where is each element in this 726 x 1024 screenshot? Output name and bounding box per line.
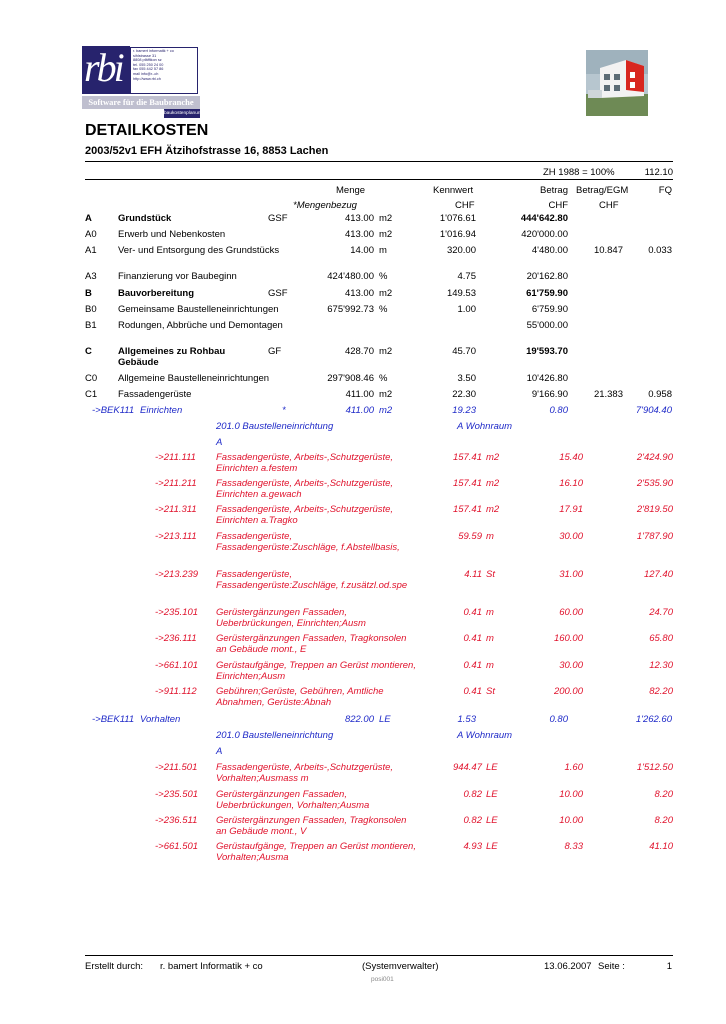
row-description: Rodungen, Abbrüche und Demontagen <box>118 320 283 331</box>
position-quantity: 4.93 <box>463 841 482 852</box>
row-betrag: 61'759.90 <box>526 288 568 299</box>
position-code: ->211.211 <box>155 478 197 489</box>
position-unit: LE <box>486 789 498 800</box>
row-quantity: 428.70 <box>344 346 374 357</box>
col-header-chf-kennwert: CHF <box>455 200 475 211</box>
index-label: ZH 1988 = 100% <box>543 167 615 178</box>
row-description: Gemeinsame Baustelleneinrichtungen <box>118 304 279 315</box>
row-reference: GSF <box>268 213 288 224</box>
position-code: ->213.239 <box>155 569 199 580</box>
position-price: 160.00 <box>553 633 583 644</box>
logo-letters: rbi <box>84 45 122 90</box>
position-price: 15.40 <box>559 452 583 463</box>
group-ref-desc: 201.0 Baustelleneinrichtung <box>216 730 334 741</box>
logo-mark <box>82 46 130 94</box>
position-description: Gerüstergänzungen Fassaden, Ueberbrückungen, Einrichten;Ausm <box>216 607 366 629</box>
row-fq: 0.033 <box>648 245 672 256</box>
group-name: Vorhalten <box>140 714 181 725</box>
row-unit: m2 <box>379 389 393 400</box>
row-betrag: 20'162.80 <box>526 271 568 282</box>
row-unit: m2 <box>379 288 393 299</box>
row-description: Finanzierung vor Baubeginn <box>118 271 237 282</box>
index-value: 112.10 <box>644 167 673 178</box>
position-description: Gerüstergänzungen Fassaden, Tragkonsolen an Gebäude mont., V <box>216 815 407 837</box>
row-reference: GSF <box>268 288 288 299</box>
position-code: ->911.112 <box>155 686 197 697</box>
position-price: 31.00 <box>559 569 583 580</box>
logo-tagline: Software für die Baubranche <box>82 96 200 109</box>
col-header-chf-betrag: CHF <box>548 200 568 211</box>
col-header-chf-egm: CHF <box>599 200 619 211</box>
position-total: 65.80 <box>649 633 673 644</box>
row-quantity: 413.00 <box>344 213 374 224</box>
row-betrag: 444'642.80 <box>520 213 568 224</box>
row-unit: % <box>379 304 388 315</box>
group-ref-room: A Wohnraum <box>457 421 513 432</box>
row-description: Ver- und Entsorgung des Grundstücks <box>118 245 280 256</box>
row-code: A <box>85 213 92 224</box>
group-ref-a: A <box>216 437 223 448</box>
col-header-kennwert: Kennwert <box>433 185 474 196</box>
position-unit: LE <box>486 762 498 773</box>
col-header-mengenbezug: *Mengenbezug <box>293 200 357 211</box>
position-description: Fassadengerüste, Fassadengerüste:Zuschläge, f.zusätzl.od.spe <box>216 569 408 591</box>
row-quantity: 413.00 <box>344 288 374 299</box>
row-betrag-egm: 10.847 <box>593 245 623 256</box>
row-kennwert: 320.00 <box>446 245 476 256</box>
position-unit: m2 <box>486 478 500 489</box>
row-description: Grundstück <box>118 213 172 224</box>
footer-date: 13.06.2007 <box>544 961 592 972</box>
group-name: Einrichten <box>140 405 183 416</box>
group-factor: 0.80 <box>549 714 568 725</box>
position-description: Gerüstaufgänge, Treppen an Gerüst montieren, Einrichten;Ausm <box>216 660 416 682</box>
row-unit: % <box>379 271 388 282</box>
position-unit: LE <box>486 841 498 852</box>
row-quantity: 675'992.73 <box>327 304 374 315</box>
row-betrag: 6'759.90 <box>531 304 568 315</box>
position-quantity: 0.41 <box>463 633 482 644</box>
position-unit: St <box>486 569 495 580</box>
group-star: * <box>282 405 286 416</box>
col-header-fq: FQ <box>658 185 672 196</box>
position-total: 24.70 <box>649 607 673 618</box>
group-ref-room: A Wohnraum <box>457 730 513 741</box>
group-total: 7'904.40 <box>635 405 672 416</box>
position-description: Fassadengerüste, Arbeits-,Schutzgerüste, Einrichten a.gewach <box>216 478 394 500</box>
footer-form-code: posi001 <box>371 976 394 983</box>
position-quantity: 157.41 <box>452 452 482 463</box>
position-description: Gerüstergänzungen Fassaden, Ueberbrückungen, Vorhalten;Ausma <box>216 789 370 811</box>
position-code: ->236.111 <box>155 633 197 644</box>
logo-contact-info: r. bamert informatik + co sihlstrasse 31 8808 pfäffikon sz tel. 055 250 24 00 fax 055 442 57 86 mail info@r.-ch http://www.rbi.ch <box>130 47 198 94</box>
row-kennwert: 1'016.94 <box>439 229 476 240</box>
position-price: 10.00 <box>559 789 583 800</box>
position-description: Gerüstergänzungen Fassaden, Tragkonsolen an Gebäude mont., E <box>216 633 407 655</box>
row-kennwert: 22.30 <box>452 389 476 400</box>
position-quantity: 0.41 <box>463 607 482 618</box>
position-total: 8.20 <box>654 815 673 826</box>
col-header-menge: Menge <box>336 185 366 196</box>
position-quantity: 157.41 <box>452 504 482 515</box>
group-quantity: 822.00 <box>344 714 374 725</box>
group-factor: 0.80 <box>549 405 568 416</box>
footer-rule <box>85 955 673 956</box>
col-header-betrag: Betrag <box>540 185 568 196</box>
position-total: 2'424.90 <box>636 452 673 463</box>
row-betrag: 4'480.00 <box>531 245 568 256</box>
row-code: C0 <box>85 373 98 384</box>
logo-subtag: baukostenplanung <box>164 111 204 116</box>
group-ref-a: A <box>216 746 223 757</box>
row-reference: GF <box>268 346 282 357</box>
position-unit: St <box>486 686 495 697</box>
position-code: ->235.101 <box>155 607 199 618</box>
position-total: 1'787.90 <box>636 531 673 542</box>
position-price: 8.33 <box>564 841 583 852</box>
row-kennwert: 1.00 <box>457 304 476 315</box>
position-code: ->235.501 <box>155 789 199 800</box>
position-total: 2'819.50 <box>636 504 673 515</box>
row-unit: m <box>379 245 387 256</box>
row-betrag: 19'593.70 <box>526 346 568 357</box>
page-title: DETAILKOSTEN <box>85 122 209 139</box>
row-code: B <box>85 288 92 299</box>
row-betrag: 10'426.80 <box>526 373 568 384</box>
position-price: 17.91 <box>559 504 583 515</box>
position-code: ->661.101 <box>155 660 199 671</box>
position-quantity: 944.47 <box>452 762 482 773</box>
position-quantity: 0.82 <box>463 815 482 826</box>
row-betrag: 9'166.90 <box>531 389 568 400</box>
position-code: ->211.501 <box>155 762 198 773</box>
project-subtitle: 2003/52v1 EFH Ätzihofstrasse 16, 8853 Lachen <box>85 145 329 157</box>
footer-user: (Systemverwalter) <box>362 961 439 972</box>
row-kennwert: 149.53 <box>446 288 476 299</box>
row-quantity: 297'908.46 <box>327 373 374 384</box>
row-unit: m2 <box>379 213 393 224</box>
footer-created-label: Erstellt durch: <box>85 961 144 972</box>
row-unit: m2 <box>379 346 393 357</box>
row-unit: m2 <box>379 229 393 240</box>
position-quantity: 4.11 <box>464 569 482 580</box>
position-description: Gerüstaufgänge, Treppen an Gerüst montieren, Vorhalten;Ausma <box>216 841 416 863</box>
position-unit: LE <box>486 815 498 826</box>
position-quantity: 157.41 <box>452 478 482 489</box>
position-price: 60.00 <box>559 607 583 618</box>
row-betrag: 55'000.00 <box>526 320 568 331</box>
row-description: Erwerb und Nebenkosten <box>118 229 226 240</box>
position-quantity: 0.41 <box>463 660 482 671</box>
row-kennwert: 3.50 <box>457 373 476 384</box>
position-description: Gebühren;Gerüste, Gebühren, Amtliche Abnahmen, Gerüste:Abnah <box>216 686 384 708</box>
row-kennwert: 4.75 <box>457 271 476 282</box>
group-quantity: 411.00 <box>345 405 374 416</box>
group-ref-desc: 201.0 Baustelleneinrichtung <box>216 421 334 432</box>
row-code: C <box>85 346 92 357</box>
footer-page-label: Seite : <box>598 961 625 972</box>
title-rule <box>85 161 673 162</box>
position-unit: m <box>486 607 494 618</box>
position-price: 30.00 <box>559 531 583 542</box>
position-code: ->236.511 <box>155 815 198 826</box>
group-label: ->BEK111 <box>92 405 135 416</box>
row-betrag-egm: 21.383 <box>593 389 623 400</box>
position-unit: m <box>486 660 494 671</box>
position-price: 10.00 <box>559 815 583 826</box>
row-fq: 0.958 <box>648 389 672 400</box>
row-quantity: 14.00 <box>350 245 374 256</box>
group-unit: m2 <box>379 405 393 416</box>
position-description: Fassadengerüste, Arbeits-,Schutzgerüste, Einrichten a.Tragko <box>216 504 394 526</box>
position-unit: m2 <box>486 452 500 463</box>
position-unit: m <box>486 633 494 644</box>
row-code: A0 <box>85 229 97 240</box>
footer-page-number: 1 <box>666 961 672 972</box>
row-description: Fassadengerüste <box>118 389 192 400</box>
row-quantity: 411.00 <box>345 389 374 400</box>
position-total: 41.10 <box>649 841 673 852</box>
position-total: 82.20 <box>649 686 673 697</box>
row-kennwert: 45.70 <box>452 346 476 357</box>
col-header-betrag-egm: Betrag/EGM <box>576 185 629 196</box>
group-unit: LE <box>379 714 391 725</box>
row-code: C1 <box>85 389 98 400</box>
position-price: 200.00 <box>553 686 583 697</box>
position-code: ->211.111 <box>155 452 196 463</box>
position-total: 2'535.90 <box>636 478 673 489</box>
row-unit: % <box>379 373 388 384</box>
position-quantity: 0.41 <box>463 686 482 697</box>
group-kennwert: 1.53 <box>457 714 476 725</box>
position-total: 127.40 <box>643 569 673 580</box>
position-price: 1.60 <box>564 762 583 773</box>
position-unit: m2 <box>486 504 500 515</box>
position-description: Fassadengerüste, Arbeits-,Schutzgerüste, Vorhalten;Ausmass m <box>216 762 394 784</box>
position-description: Fassadengerüste, Fassadengerüste:Zuschläge, f.Abstellbasis, <box>216 531 400 553</box>
row-code: A1 <box>85 245 97 256</box>
position-total: 1'512.50 <box>636 762 673 773</box>
row-description: Allgemeine Baustelleneinrichtungen <box>118 373 270 384</box>
position-quantity: 0.82 <box>463 789 482 800</box>
row-description: Allgemeines zu Rohbau Gebäude <box>118 346 226 368</box>
position-quantity: 59.59 <box>458 531 482 542</box>
group-kennwert: 19.23 <box>452 405 476 416</box>
row-quantity: 424'480.00 <box>327 271 374 282</box>
position-total: 12.30 <box>649 660 673 671</box>
position-unit: m <box>486 531 494 542</box>
row-code: B1 <box>85 320 97 331</box>
row-code: B0 <box>85 304 97 315</box>
building-photo <box>586 50 648 116</box>
position-code: ->661.501 <box>155 841 199 852</box>
row-betrag: 420'000.00 <box>521 229 568 240</box>
group-label: ->BEK111 <box>92 714 135 725</box>
row-description: Bauvorbereitung <box>118 288 195 299</box>
position-code: ->211.311 <box>155 504 197 515</box>
position-price: 30.00 <box>559 660 583 671</box>
position-code: ->213.111 <box>155 531 197 542</box>
group-total: 1'262.60 <box>635 714 672 725</box>
position-total: 8.20 <box>654 789 673 800</box>
footer-company: r. bamert Informatik + co <box>160 961 263 972</box>
index-rule <box>85 179 673 180</box>
position-price: 16.10 <box>559 478 583 489</box>
position-description: Fassadengerüste, Arbeits-,Schutzgerüste, Einrichten a.festem <box>216 452 394 474</box>
row-quantity: 413.00 <box>344 229 374 240</box>
row-code: A3 <box>85 271 97 282</box>
row-kennwert: 1'076.61 <box>439 213 476 224</box>
